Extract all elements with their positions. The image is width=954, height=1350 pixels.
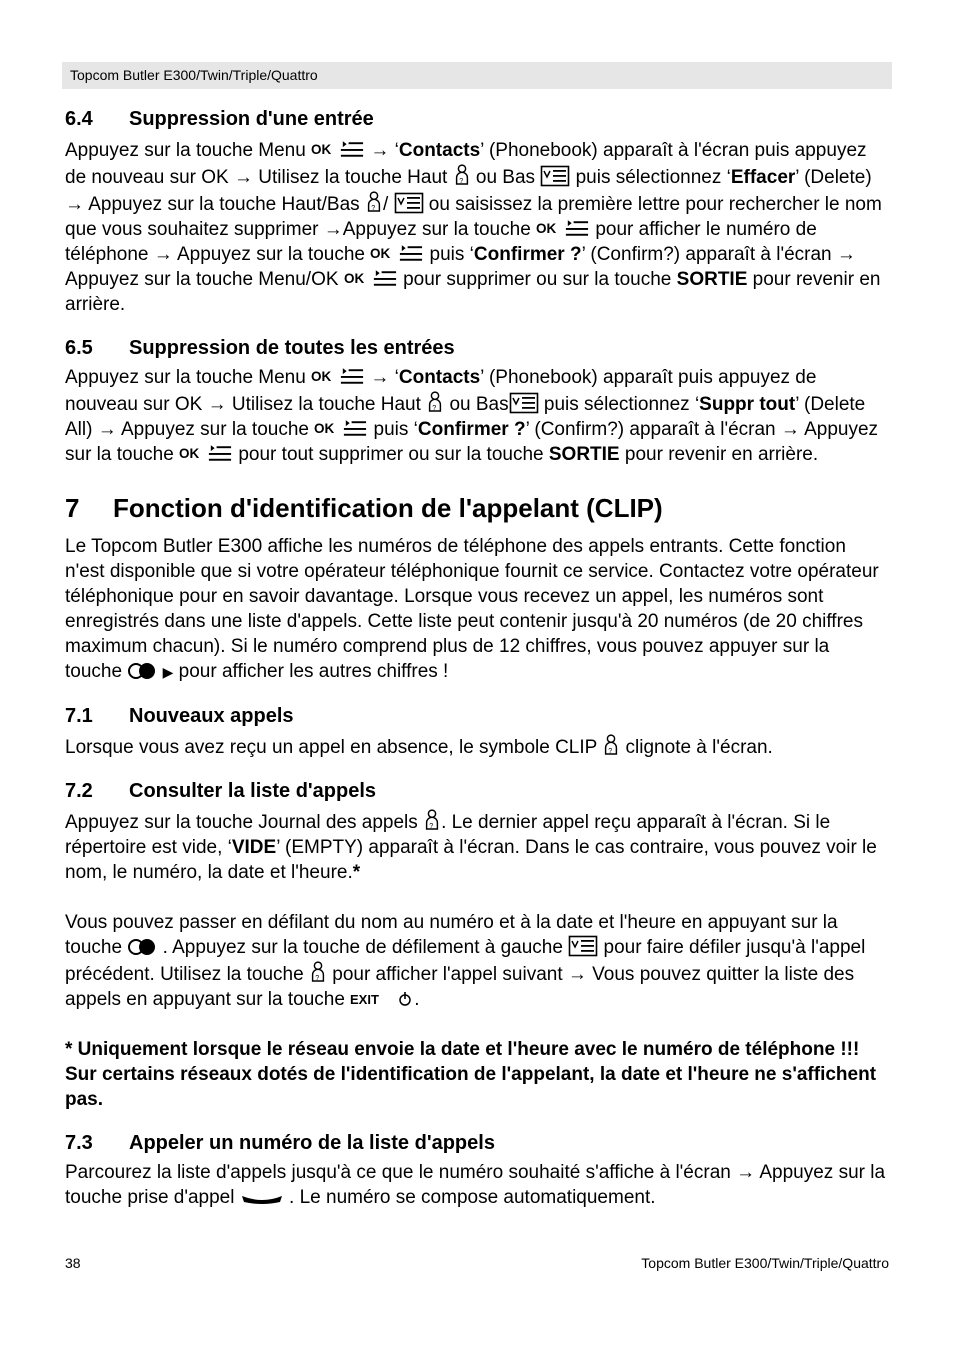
section-7-1-text: Lorsque vous avez reçu un appel en absence, le symbole CLIP clignote à l'écran.: [65, 733, 890, 760]
section-number: 7.1: [65, 705, 93, 727]
section-6-4-text: Appuyez sur la touche Menu → ‘Contacts’ (Phonebook) apparaît à l'écran puis appuyez de nouveau sur OK → Utilisez la touche Haut ou Bas puis sélectionnez ‘Effacer’ (Delete) → Appuyez sur la touche Haut/Bas / ou saisissez la première lettre pour rechercher le nom que vous souhaitez supprimer →Appuyez sur la touche pour afficher le numéro de téléphone → Appuyez sur la touche puis ‘Confirmer ?’ (Confirm?) apparaît à l'écran → Appuyez sur la touche Menu/OK pour supprimer ou sur la touche SORTIE pour revenir en arrière.: [65, 140, 882, 315]
menu-ok-icon: [344, 267, 398, 289]
person-icon: [309, 960, 327, 984]
arrow-right-icon: ▶: [162, 664, 174, 680]
section-title: Nouveaux appels: [129, 705, 294, 727]
person-icon: [602, 733, 620, 757]
page-content: [65, 106, 890, 1210]
menu-ok-icon: [311, 365, 365, 387]
toggle-key-icon: [127, 937, 157, 957]
section-7-2-heading: [65, 778, 890, 804]
chapter-7-text: Le Topcom Butler E300 affiche les numéros de téléphone des appels entrants. Cette fonction n'est disponible que si votre opérateur téléphonique fournit ce service. Contactez votre opérateur téléphonique pour en savoir davantage. Lorsque vous recevez un appel, les numéros sont enregistrés dans une liste d'appels. Cette liste peut contenir jusqu'à 20 numéros (de 20 chiffres maximum chacun). Si le numéro comprend plus de 12 chiffres, vous pouvez appuyer sur la touche ▶ pour afficher les autres chiffres !: [65, 536, 879, 682]
section-6-5-heading: [65, 335, 890, 361]
chapter-title: Fonction d'identification de l'appelant (CLIP): [113, 493, 663, 523]
section-7-3-text: Parcourez la liste d'appels jusqu'à ce que le numéro souhaité s'affiche à l'écran → Appuyez sur la touche prise d'appel . Le numéro se compose automatiquement.: [65, 1162, 886, 1208]
section-6-5-text: Appuyez sur la touche Menu → ‘Contacts’ (Phonebook) apparaît puis appuyez de nouveau sur OK → Utilisez la touche Haut ou Bas puis sélectionnez ‘Suppr tout’ (Delete All) → Appuyez sur la touche puis ‘Confirmer ?’ (Confirm?) apparaît à l'écran → Appuyez sur la touche pour tout supprimer ou sur la touche SORTIE pour revenir en arrière.: [65, 367, 879, 465]
section-7-2-text-2: Vous pouvez passer en défilant du nom au numéro et à la date et l'heure en appuyant sur la touche . Appuyez sur la touche de défilement à gauche pour faire défiler jusqu'à l'appel précédent. Utilisez la touche pour afficher l'appel suivant → Vous pouvez quitter la liste des appels en appuyant sur la touche .: [65, 912, 866, 1010]
phonebook-icon: [509, 392, 539, 414]
exit-key-icon: [350, 989, 414, 1009]
header-title: Topcom Butler E300/Twin/Triple/Quattro: [70, 67, 318, 83]
section-7-2-note: * Uniquement lorsque le réseau envoie la date et l'heure avec le numéro de téléphone !!! Sur certains réseaux dotés de l'identification de l'appelant, la date et l'heure ne s'affichent pas.: [65, 1039, 877, 1110]
phonebook-icon: [568, 935, 598, 957]
section-number: 6.4: [65, 108, 93, 130]
page-header: [62, 62, 892, 89]
person-icon: [426, 390, 444, 414]
menu-ok-icon: [536, 217, 590, 239]
call-handset-icon: [240, 1191, 284, 1207]
section-title: Suppression d'une entrée: [129, 108, 374, 130]
footer-title: Topcom Butler E300/Twin/Triple/Quattro: [641, 1255, 889, 1271]
section-title: Suppression de toutes les entrées: [129, 337, 455, 359]
section-6-4-heading: [65, 106, 890, 132]
menu-ok-icon: [179, 442, 233, 464]
menu-ok-icon: [370, 242, 424, 264]
menu-ok-icon: [314, 417, 368, 439]
person-icon: [423, 808, 441, 832]
person-icon: [453, 163, 471, 187]
phonebook-icon: [540, 165, 570, 187]
person-icon: [365, 190, 383, 214]
section-number: 7.2: [65, 780, 93, 802]
section-number: 7.3: [65, 1132, 93, 1154]
chapter-number: 7: [65, 493, 80, 523]
chapter-7-heading: [65, 492, 890, 524]
phonebook-icon: [394, 192, 424, 214]
menu-ok-icon: [311, 138, 365, 160]
section-title: Consulter la liste d'appels: [129, 780, 377, 802]
section-number: 6.5: [65, 337, 93, 359]
page-number: 38: [65, 1255, 81, 1271]
section-7-3-heading: [65, 1130, 890, 1156]
section-title: Appeler un numéro de la liste d'appels: [129, 1132, 495, 1154]
section-7-1-heading: [65, 703, 890, 729]
toggle-key-icon: [127, 661, 157, 681]
section-7-2-text-1: Appuyez sur la touche Journal des appels . Le dernier appel reçu apparaît à l'écran. Si le répertoire est vide, ‘VIDE’ (EMPTY) apparaît à l'écran. Dans le cas contraire, vous pouvez voir le nom, le numéro, la date et l'heure.*: [65, 808, 890, 885]
